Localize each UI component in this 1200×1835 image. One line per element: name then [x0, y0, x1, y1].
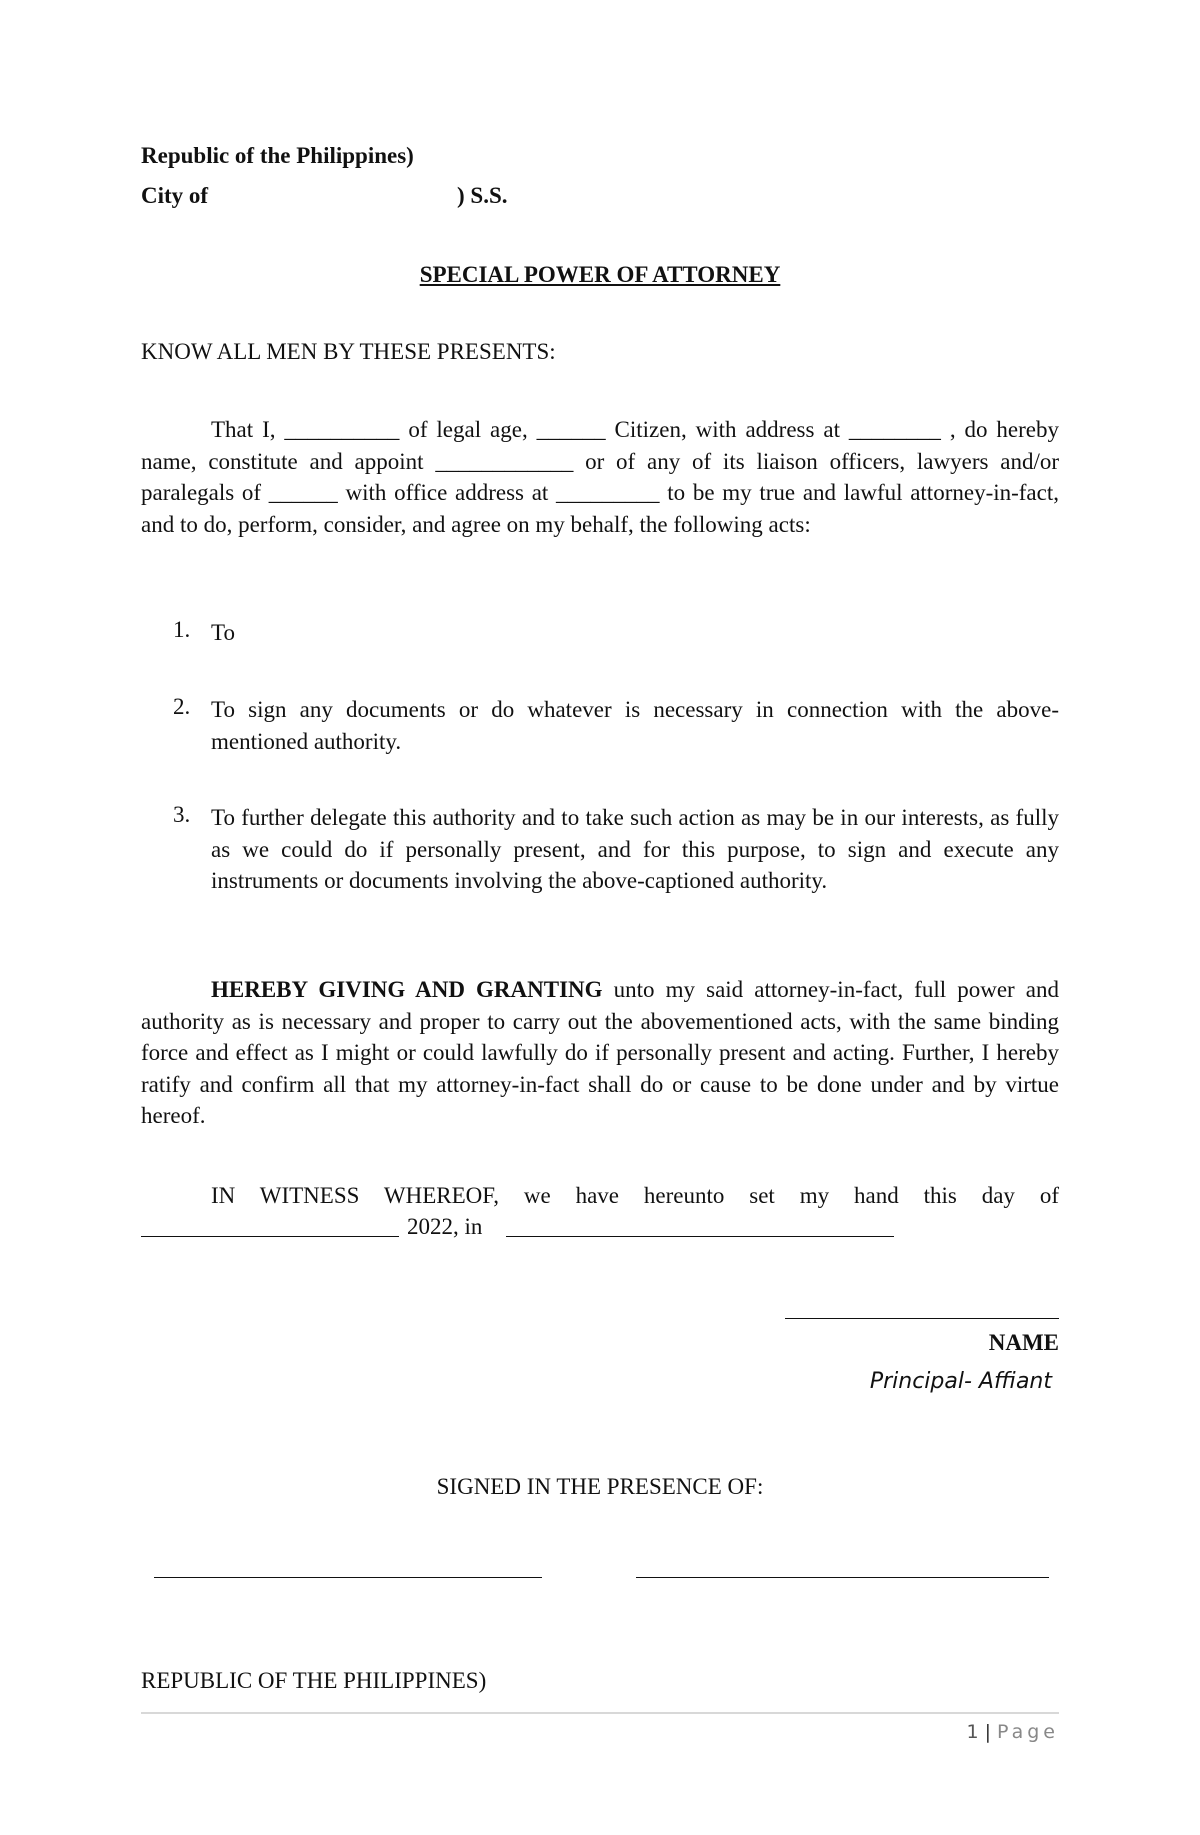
witness-signature-line-1	[154, 1577, 542, 1578]
act-text: To	[211, 620, 235, 645]
page-footer	[967, 1721, 1060, 1743]
document-title: SPECIAL POWER OF ATTORNEY	[419, 262, 781, 287]
date-blank-line	[141, 1236, 399, 1237]
witness-signature-line-2	[636, 1577, 1049, 1578]
caption-city-label: City of	[141, 183, 209, 208]
principal-role: Principal- Affiant	[869, 1369, 1052, 1394]
act-number: 2.	[173, 694, 191, 719]
caption-ss: ) S.S.	[457, 183, 508, 208]
act-text: To sign any documents or do whatever is necessary in connection with the above-mentioned authority.	[211, 697, 1059, 754]
caption-republic: Republic of the Philippines)	[141, 143, 414, 168]
witness-line-1: IN WITNESS WHEREOF, we have hereunto set my hand this day of	[211, 1183, 1059, 1208]
salutation: KNOW ALL MEN BY THESE PRESENTS:	[141, 339, 556, 364]
granting-lead: HEREBY GIVING AND GRANTING	[211, 977, 603, 1002]
page-number: 1	[966, 1721, 979, 1743]
principal-signature-line	[785, 1318, 1059, 1319]
page-label: Page	[997, 1721, 1059, 1743]
granting-paragraph	[141, 974, 1059, 1132]
witness-year-text: 2022, in	[407, 1214, 483, 1239]
acknowledgment-heading: REPUBLIC OF THE PHILIPPINES)	[141, 1668, 487, 1693]
footer-separator: |	[984, 1721, 991, 1743]
act-number: 1.	[173, 617, 191, 642]
principal-name: NAME	[988, 1330, 1059, 1355]
granting-rest: unto my said attorney-in-fact, full power and authority as is necessary and proper to carry out the abovementioned acts, with the same binding force and effect as I might or could lawfully do if personally present and acting. Further, I hereby ratify and confirm all that my attorney-in-fact shall do or cause to be done under and by virtue hereof.	[141, 977, 1059, 1128]
act-number: 3.	[173, 802, 191, 827]
intro-paragraph: That I, __________ of legal age, ______ Citizen, with address at ________ , do hereby name, constitute and appoint ____________ or of any of its liaison officers, lawyers and/or paralegals of ______ with office address at _________ to be my true and lawful attorney-in-fact, and to do, perform, consider, and agree on my behalf, the following acts:	[141, 417, 1059, 537]
place-blank-line	[506, 1236, 894, 1237]
presence-heading: SIGNED IN THE PRESENCE OF:	[436, 1474, 764, 1499]
act-text: To further delegate this authority and to take such action as may be in our interests, as fully as we could do if personally present, and for this purpose, to sign and execute any instruments or documents involving the above-captioned authority.	[211, 805, 1059, 893]
footer-rule	[141, 1712, 1059, 1714]
